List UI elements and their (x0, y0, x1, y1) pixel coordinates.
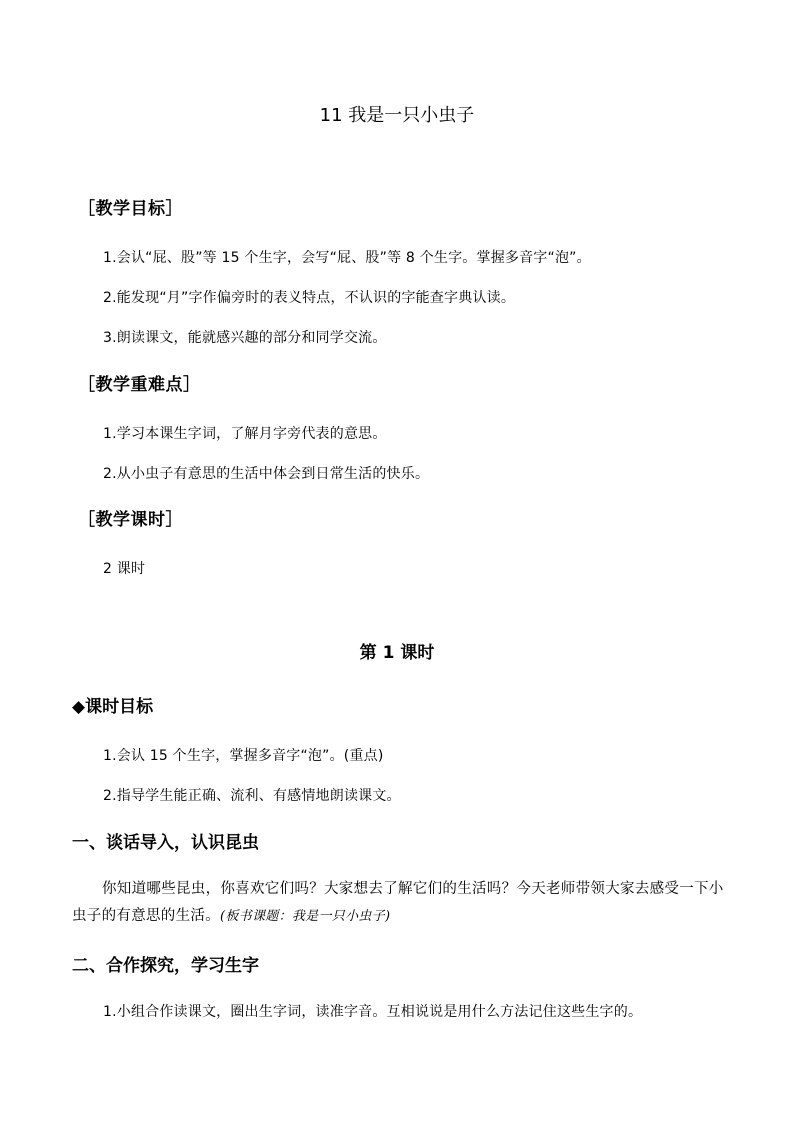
step1-heading: 一、谈话导入，认识昆虫 (72, 833, 259, 853)
objectives-heading: ［教学目标］ (78, 199, 183, 219)
step1-text: 你知道哪些昆虫，你喜欢它们吗？大家想去了解它们的生活吗？今天老师带领大家去感受一下小虫子的有意思的生活。 (72, 881, 724, 924)
lesson-goal-item-1: 1.会认 15 个生字，掌握多音字“泡”。(重点) (103, 748, 384, 764)
step1-paragraph (72, 876, 724, 930)
step2-heading: 二、合作探究，学习生字 (72, 956, 259, 976)
keypoint-item-1: 1.学习本课生字词，了解月字旁代表的意思。 (103, 426, 387, 442)
objective-item-2: 2.能发现“月”字作偏旁时的表义特点，不认识的字能查字典认读。 (103, 290, 516, 306)
step1-board-note: (板书课题：我是一只小虫子) (220, 909, 391, 924)
step2-item-1: 1.小组合作读课文，圈出生字词，读准字音。互相说说是用什么方法记住这些生字的。 (103, 1004, 643, 1020)
document-title: 11 我是一只小虫子 (319, 105, 475, 126)
keypoint-item-2: 2.从小虫子有意思的生活中体会到日常生活的快乐。 (103, 466, 430, 482)
objective-item-3: 3.朗读课文，能就感兴趣的部分和同学交流。 (103, 330, 387, 346)
lesson-goal-heading: ◆课时目标 (72, 697, 154, 717)
objective-item-1: 1.会认“屁、股”等 15 个生字，会写“屁、股”等 8 个生字。掌握多音字“泡”。 (103, 250, 591, 266)
lesson-goal-item-2: 2.指导学生能正确、流利、有感情地朗读课文。 (103, 788, 401, 804)
hours-value: 2 课时 (103, 561, 146, 577)
keypoints-heading: ［教学重难点］ (78, 375, 201, 395)
hours-heading: ［教学课时］ (78, 510, 183, 530)
lesson-title: 第 1 课时 (359, 643, 435, 663)
